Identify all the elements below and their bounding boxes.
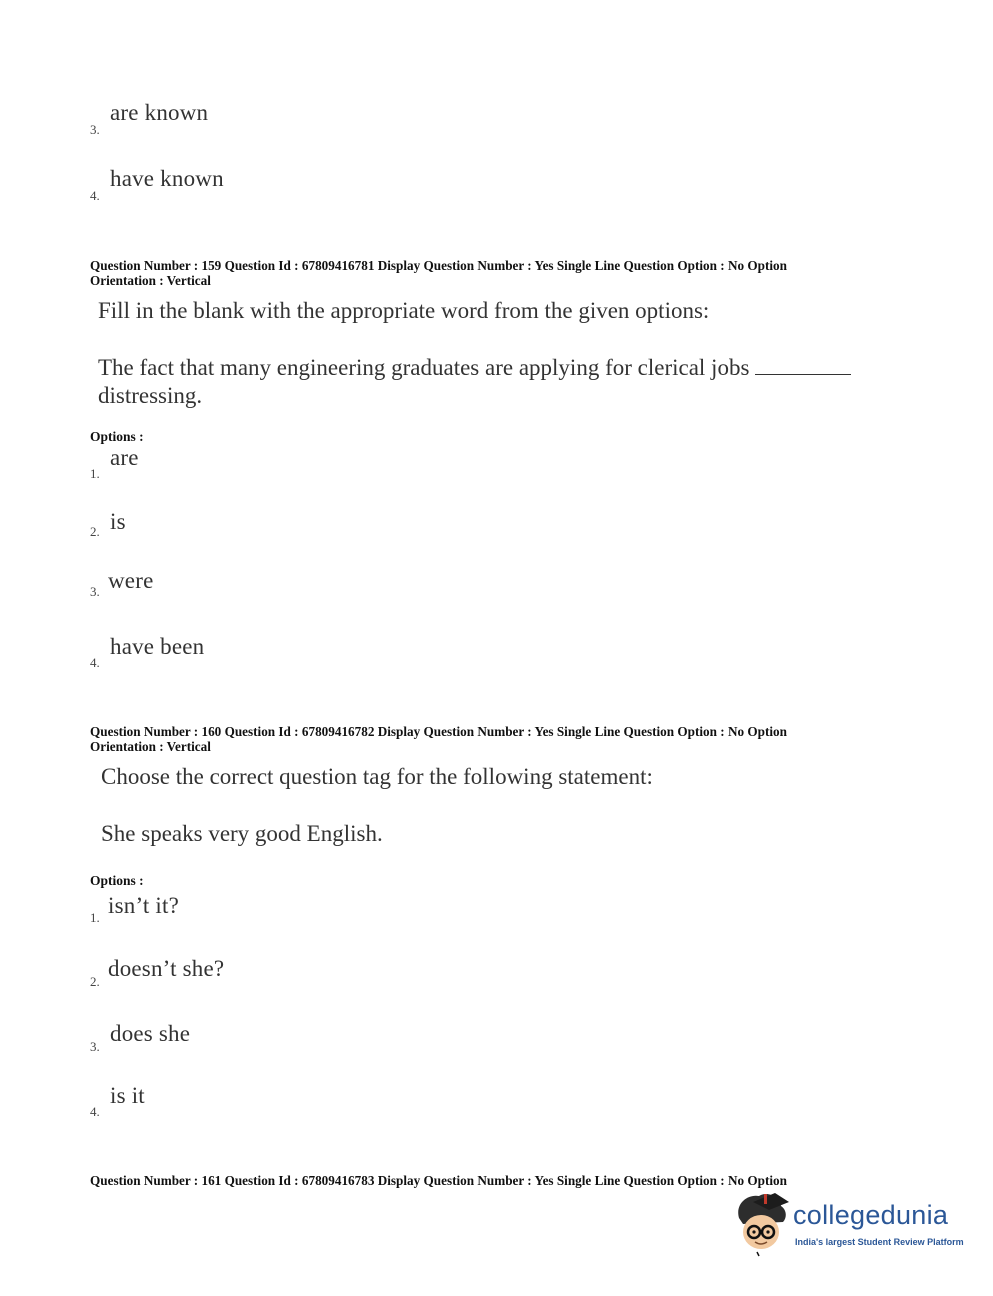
q159-option-1-number: 1.	[90, 466, 100, 481]
q159-option-4-number: 4.	[90, 655, 100, 670]
q160-sentence: She speaks very good English.	[101, 821, 383, 846]
q159-meta-line1: Question Number : 159 Question Id : 67809416781 Display Question Number : Yes Single Line Question Option : No Option	[90, 258, 787, 273]
q160-option-4-number: 4.	[90, 1104, 100, 1119]
q160-option-4-text: is it	[110, 1083, 145, 1108]
q159-option-2-number: 2.	[90, 524, 100, 539]
q161-meta-line1: Question Number : 161 Question Id : 67809416783 Display Question Number : Yes Single Line Question Option : No Option	[90, 1173, 787, 1188]
prev-option-3-text: are known	[110, 100, 209, 125]
q159-option-3-text: were	[108, 568, 154, 593]
brand-name: collegedunia	[793, 1200, 949, 1230]
prev-option-4-text: have known	[110, 166, 224, 191]
mascot-icon	[733, 1190, 791, 1258]
q159-option-2-text: is	[110, 509, 126, 534]
q160-meta-line1: Question Number : 160 Question Id : 67809416782 Display Question Number : Yes Single Line Question Option : No Option	[90, 724, 787, 739]
q160-option-3-text: does she	[110, 1021, 191, 1046]
q159-options-label: Options :	[90, 429, 144, 444]
q159-option-1-text: are	[110, 445, 139, 470]
q159-option-3-number: 3.	[90, 584, 100, 599]
q159-metadata	[90, 258, 890, 288]
q159-meta-line2: Orientation : Vertical	[90, 273, 211, 288]
q161-metadata	[90, 1173, 890, 1188]
q160-metadata	[90, 724, 890, 754]
q160-options-label: Options :	[90, 873, 144, 888]
q160-option-3-number: 3.	[90, 1039, 100, 1054]
q159-sentence	[98, 354, 898, 410]
q160-option-1-text: isn’t it?	[108, 893, 180, 918]
q160-meta-line2: Orientation : Vertical	[90, 739, 211, 754]
q159-option-4-text: have been	[110, 634, 205, 659]
collegedunia-logo	[733, 1190, 973, 1260]
q159-sentence-end: distressing.	[98, 383, 203, 408]
q160-option-2-text: doesn’t she?	[108, 956, 225, 981]
fill-blank	[755, 356, 851, 375]
prev-option-3-number: 3.	[90, 122, 100, 137]
prev-option-4-number: 4.	[90, 188, 100, 203]
brand-tagline: India's largest Student Review Platform	[795, 1237, 964, 1247]
q160-option-2-number: 2.	[90, 974, 100, 989]
q159-instruction: Fill in the blank with the appropriate word from the given options:	[98, 298, 710, 323]
q160-instruction: Choose the correct question tag for the following statement:	[101, 764, 653, 789]
q160-option-1-number: 1.	[90, 910, 100, 925]
q159-sentence-start: The fact that many engineering graduates are applying for clerical jobs	[98, 355, 750, 380]
